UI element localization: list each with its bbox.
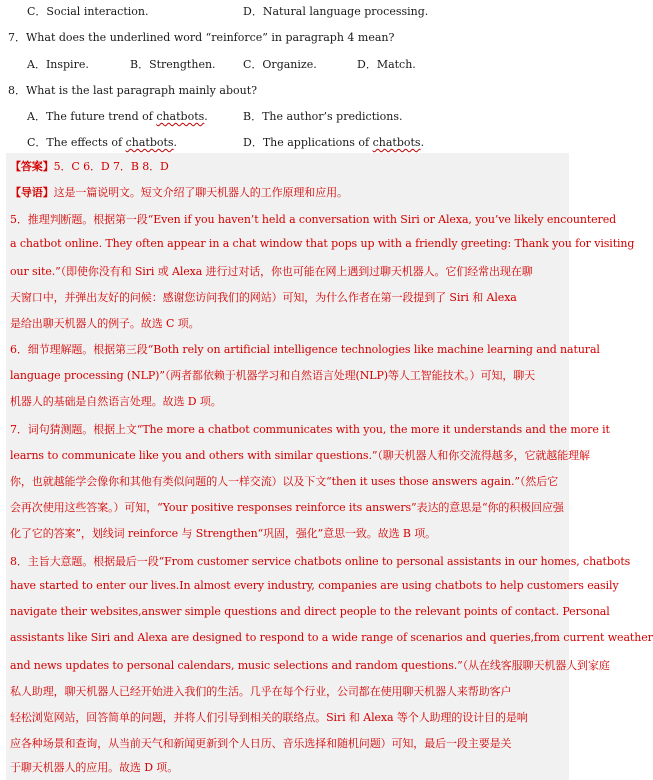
q8-d-word: chatbots: [372, 136, 421, 149]
q8-c-word: chatbots: [125, 136, 174, 149]
guide-label: 【导语】: [10, 186, 54, 199]
explanation-line: 会再次使用这些答案。）可知，“Your positive responses reinforce its answers”表达的意思是“你的积极回应强: [10, 501, 564, 514]
explanation-line: 私人助理，聊天机器人已经开始进入我们的生活。几乎在每个行业，公司都在使用聊天机器人来帮助客户: [10, 685, 512, 698]
guide-text: 这是一篇说明文。短文介绍了聊天机器人的工作原理和应用。: [53, 186, 348, 199]
explanation-line: 6．细节理解题。根据第三段“Both rely on artificial intelligence technologies like machine learning and natural: [10, 343, 600, 356]
q7-option-d[interactable]: D．Match.: [357, 58, 416, 71]
q8-a-pre: A．The future trend of: [27, 110, 157, 123]
explanation-line: a chatbot online. They often appear in a chat window that pops up with a friendly greeting: Thank you for visiting: [10, 237, 635, 250]
explanation-line: 于聊天机器人的应用。故选 D 项。: [10, 761, 179, 774]
explanation-line: have started to enter our lives.In almost every industry, companies are using chatbots to help customers easily: [10, 579, 619, 592]
explanation-line: navigate their websites,answer simple questions and direct people to the relevant points of contact. Personal: [10, 605, 610, 618]
q8-c-post: .: [173, 136, 178, 149]
explanation-line: 7．词句猜测题。根据上文“The more a chatbot communicates with you, the more it understands and the more it: [10, 423, 610, 436]
answer-values: 5．C 6．D 7．B 8．D: [53, 160, 169, 173]
q6-option-c[interactable]: C．Social interaction.: [27, 5, 149, 18]
explanation-line: learns to communicate like you and others with similar questions.”（聊天机器人和你交流得越多，它就越能理解: [10, 449, 590, 462]
q7-stem-pre: 7．What does the underlined word “: [8, 31, 212, 44]
explanation-line: language processing (NLP)”（两者都依赖于机器学习和自然语言处理(NLP)等人工智能技术。）可知，聊天: [10, 369, 536, 382]
q8-option-d[interactable]: [243, 134, 424, 150]
q8-d-post: .: [420, 136, 425, 149]
explanation-line: 机器人的基础是自然语言处理。故选 D 项。: [10, 395, 222, 408]
explanation-line: 是给出聊天机器人的例子。故选 C 项。: [10, 317, 200, 330]
q8-option-c[interactable]: [27, 134, 177, 150]
answer-line: [10, 158, 565, 174]
q8-a-post: .: [204, 110, 208, 123]
explanation-line: 轻松浏览网站，回答简单的问题，并将人们引导到相关的联络点。Siri 和 Alexa 等个人助理的设计目的是响: [10, 711, 528, 724]
explanation-line: 8．主旨大意题。根据最后一段“From customer service chatbots online to personal assistants in our homes, chatbots: [10, 555, 631, 568]
explanation-line: 你，也就越能学会像你和其他有类似问题的人一样交流）以及下文“then it uses those answers again.”（然后它: [10, 475, 559, 488]
q8-option-b[interactable]: B．The author’s predictions.: [243, 110, 403, 123]
explanation-line: 应各种场景和查询，从当前天气和新闻更新到个人日历、音乐选择和随机问题）可知，最后一段主要是关: [10, 737, 512, 750]
q8-stem: 8．What is the last paragraph mainly about?: [8, 84, 258, 97]
q8-c-pre: C．The effects of: [27, 136, 126, 149]
explanation-line: assistants like Siri and Alexa are designed to respond to a wide range of scenarios and queries,from current weather: [10, 631, 653, 644]
q8-d-pre: D．The applications of: [243, 136, 373, 149]
explanation-line: and news updates to personal calendars, music selections and random questions.”（从在线客服聊天机器人到家庭: [10, 659, 610, 672]
q7-stem-post: ” in paragraph 4 mean?: [262, 31, 395, 44]
q7-stem-word: reinforce: [211, 31, 263, 44]
q7-option-c[interactable]: C．Organize.: [243, 58, 317, 71]
guide-line: [10, 184, 565, 200]
answer-label: 【答案】: [10, 160, 54, 173]
q7-option-b[interactable]: B．Strengthen.: [130, 58, 216, 71]
q8-option-a[interactable]: [27, 108, 208, 124]
explanation-line: 化了它的答案”，划线词 reinforce 与 Strengthen“巩固，强化”意思一致。故选 B 项。: [10, 527, 437, 540]
q7-option-a[interactable]: A．Inspire.: [27, 58, 89, 71]
q6-option-d[interactable]: D．Natural language processing.: [243, 5, 429, 18]
explanation-line: 5．推理判断题。根据第一段“Even if you haven’t held a conversation with Siri or Alexa, you’ve likely encountered: [10, 213, 617, 226]
answer-block: [6, 153, 653, 780]
explanation-line: our site.”（即使你没有和 Siri 或 Alexa 进行过对话，你也可能在网上遇到过聊天机器人。它们经常出现在聊: [10, 265, 533, 278]
q7-stem: [8, 29, 568, 45]
explanation-line: 天窗口中，并弹出友好的问候：感谢您访问我们的网站）可知，为什么作者在第一段提到了 Siri 和 Alexa: [10, 291, 517, 304]
q8-a-word: chatbots: [156, 110, 205, 123]
